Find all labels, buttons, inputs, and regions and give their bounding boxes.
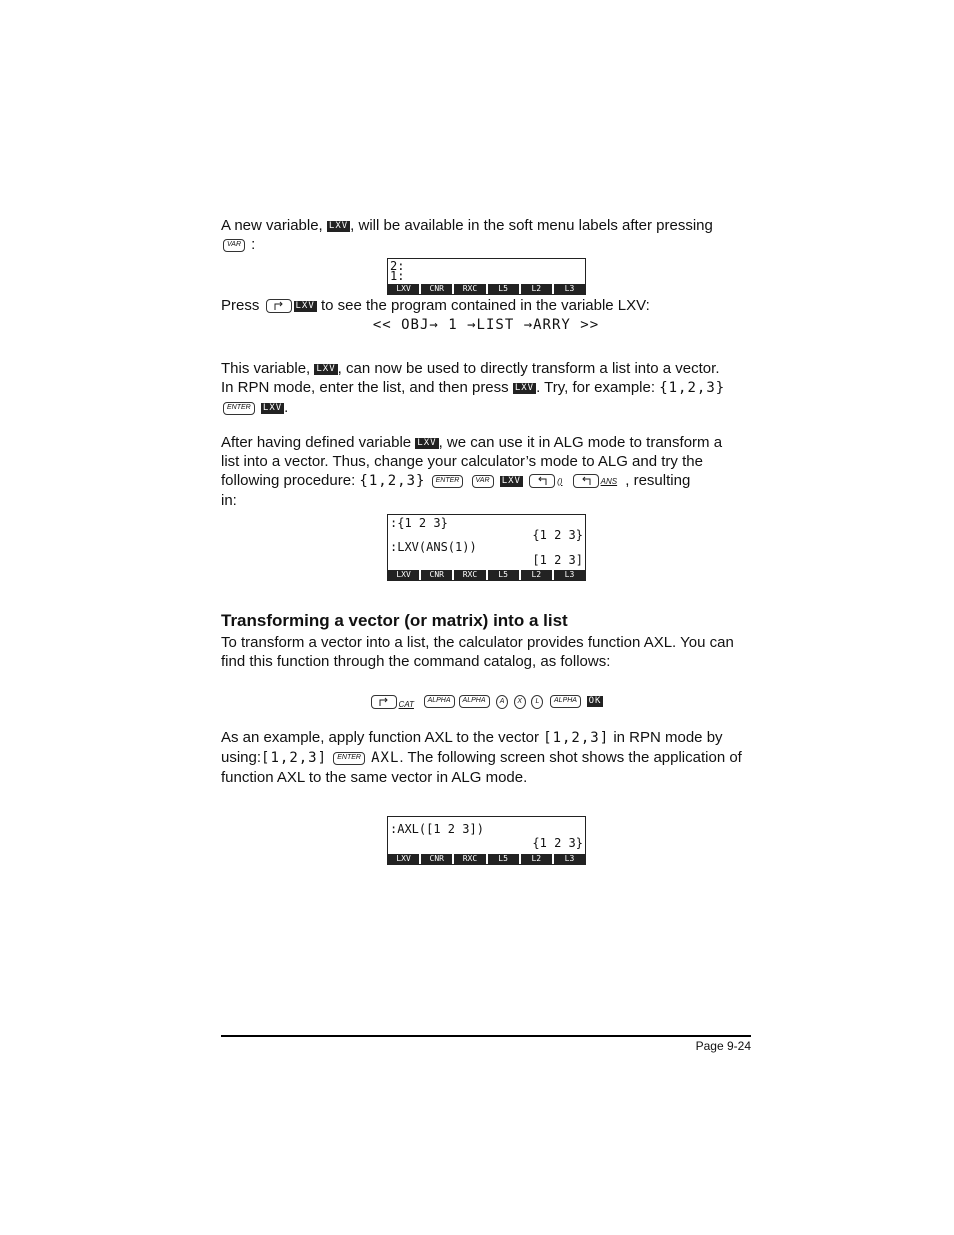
soft-key-ok: OK xyxy=(588,696,602,707)
alpha-key: ALPHA xyxy=(459,695,490,708)
right-shift-icon xyxy=(274,301,284,311)
a-key: A xyxy=(496,695,508,709)
paragraph-example: As an example, apply function AXL to the vector [1,2,3] in RPN mode by using:[1,2,3] ENTER AXL. The following screen shot shows the application of function AXL to the same vector in ALG mode. xyxy=(221,729,742,786)
paragraph-new-variable: A new variable, LXV , will be available in the soft menu labels after pressing VAR : xyxy=(221,217,713,253)
calculator-screen-1 xyxy=(387,258,586,295)
vector-input: [1,2,3] xyxy=(543,730,610,746)
enter-key: ENTER xyxy=(333,752,365,765)
section-heading: Transforming a vector (or matrix) into a list xyxy=(221,611,568,630)
soft-key-lxv: LXV xyxy=(328,220,349,231)
calculator-screen-2: :{1 2 3} {1 2 3} :LXV(ANS(1)) [1 2 3] LXV CNR RXC L5 L2 L3 xyxy=(387,514,586,581)
l-key: L xyxy=(531,695,543,709)
ans-label: ANS xyxy=(600,477,618,486)
left-shift-icon xyxy=(581,476,591,486)
vector-input: [1,2,3] xyxy=(261,750,328,766)
paragraph-after-defined: After having defined variable LXV , we can use it in ALG mode to transform a list into a vector. Thus, change your calculator’s mode to ALG and try the following procedure: {1,2,3} ENTER VAR LXV () ANS , resulting in: xyxy=(221,434,723,509)
stack-level-1: 1: xyxy=(390,269,405,283)
soft-key-lxv: LXV xyxy=(262,402,283,413)
cat-label: CAT xyxy=(398,699,414,709)
paragraph-transform: To transform a vector into a list, the calculator provides function AXL. You can find this function through the command catalog, as follows: xyxy=(221,634,734,670)
soft-menu: LXV CNR RXC L5 L2 L3 xyxy=(388,570,585,580)
list-input: {1,2,3} xyxy=(659,380,726,396)
var-key: VAR xyxy=(223,239,245,252)
right-shift-key xyxy=(266,299,292,313)
alpha-key: ALPHA xyxy=(550,695,581,708)
enter-key: ENTER xyxy=(223,402,255,415)
parentheses-label: () xyxy=(557,477,563,486)
stack-level-2: 2: xyxy=(390,259,405,273)
enter-key: ENTER xyxy=(432,475,464,488)
paragraph-this-variable: This variable, LXV , can now be used to directly transform a list into a vector. In RPN mode, enter the list, and then press LXV . Try, for example: {1,2,3} ENTER LXV . xyxy=(221,360,726,416)
page-number: Page 9-24 xyxy=(695,1039,751,1053)
right-shift-icon xyxy=(379,697,389,707)
left-shift-key xyxy=(573,474,599,488)
catalog-keystrokes xyxy=(221,693,751,709)
left-shift-icon xyxy=(537,476,547,486)
right-shift-key xyxy=(371,695,397,709)
soft-key-lxv: LXV xyxy=(316,363,336,374)
program-listing: << OBJ→ 1 →LIST →ARRY >> xyxy=(372,317,600,333)
left-shift-key xyxy=(529,474,555,488)
list-input: {1,2,3} xyxy=(359,473,426,489)
x-key: X xyxy=(514,695,526,709)
soft-key-lxv: LXV xyxy=(501,475,521,486)
var-key: VAR xyxy=(472,475,494,488)
calculator-screen-3: :AXL([1 2 3]) {1 2 3} LXV CNR RXC L5 L2 L3 xyxy=(387,816,586,865)
paragraph-press: Press LXV to see the program contained in the variable LXV: xyxy=(221,297,650,314)
soft-menu: LXV CNR RXC L5 L2 L3 xyxy=(388,854,585,864)
soft-menu: LXV CNR RXC L5 L2 L3 xyxy=(388,284,585,294)
soft-key-lxv: LXV xyxy=(417,437,437,448)
footer-rule xyxy=(221,1035,751,1037)
alpha-key: ALPHA xyxy=(424,695,455,708)
axl-command: AXL xyxy=(371,750,400,766)
soft-key-lxv: LXV xyxy=(295,300,315,311)
soft-key-lxv: LXV xyxy=(514,382,535,393)
